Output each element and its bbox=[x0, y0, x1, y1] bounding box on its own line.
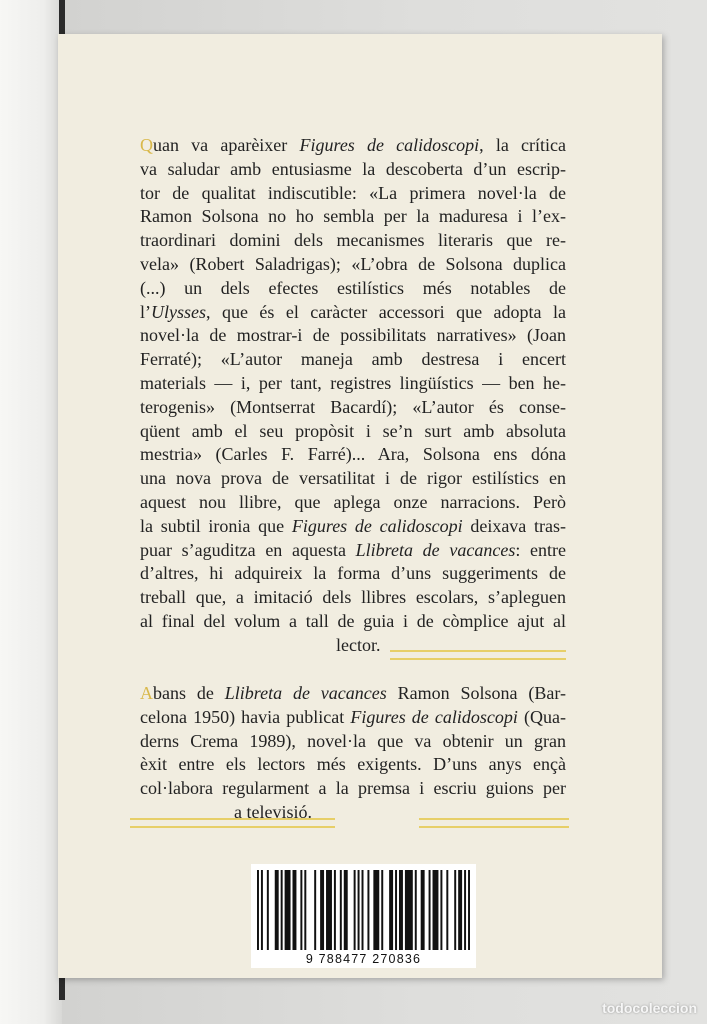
text-line: la subtil ironia que Figures de calidoscopi deixava tras- bbox=[140, 515, 566, 536]
barcode-bar bbox=[421, 870, 425, 950]
text-line: tor de qualitat indiscutible: «La primera novel·la de bbox=[140, 182, 566, 203]
barcode-bars bbox=[257, 870, 470, 950]
text-line: l’Ulysses, que és el caràcter accessori que adopta la bbox=[140, 301, 566, 322]
barcode-bar bbox=[458, 870, 462, 950]
barcode-bar bbox=[334, 870, 336, 950]
barcode-bar bbox=[405, 870, 413, 950]
barcode-bar bbox=[326, 870, 332, 950]
barcode-bar bbox=[340, 870, 342, 950]
text-line: derns Crema 1989), novel·la que va obtenir un gran bbox=[140, 730, 566, 751]
barcode-bar bbox=[446, 870, 448, 950]
isbn-barcode bbox=[251, 864, 476, 968]
barcode-bar bbox=[429, 870, 431, 950]
barcode-bar bbox=[344, 870, 348, 950]
blurb-paragraph-reviews bbox=[140, 134, 566, 658]
text-line: col·labora regularment a la premsa i escriu guions per bbox=[140, 778, 566, 799]
text-line: vela» (Robert Saladrigas); «L’obra de Solsona duplica bbox=[140, 253, 566, 274]
text-line: traordinari domini dels mecanismes literaris que re- bbox=[140, 230, 566, 251]
barcode-bar bbox=[373, 870, 379, 950]
text-line: celona 1950) havia publicat Figures de calidoscopi (Qua- bbox=[140, 706, 566, 727]
text-line: terogenis» (Montserrat Bacardí); «L’autor és conse- bbox=[140, 396, 566, 417]
barcode-bar bbox=[468, 870, 470, 950]
barcode-bar bbox=[293, 870, 297, 950]
text-line: qüent amb el seu propòsit i se’n surt amb absoluta bbox=[140, 420, 566, 441]
text-line: Ramon Solsona no ho sembla per la maduresa i l’ex- bbox=[140, 206, 566, 227]
text-line: (...) un dels efectes estilístics més notables de bbox=[140, 277, 566, 298]
text-line: va saludar amb entusiasme la descoberta d’un escrip- bbox=[140, 158, 566, 179]
text-line: mestria» (Carles F. Farré)... Ara, Solsona ens dóna bbox=[140, 444, 566, 465]
barcode-bar bbox=[381, 870, 383, 950]
barcode-bar bbox=[433, 870, 439, 950]
barcode-bar bbox=[464, 870, 466, 950]
barcode-bar bbox=[454, 870, 456, 950]
barcode-bar bbox=[261, 870, 263, 950]
isbn-digits: 9 788477 270836 bbox=[305, 952, 422, 966]
text-line: aquest nou llibre, que aplega onze narracions. Però bbox=[140, 491, 566, 512]
barcode-bar bbox=[285, 870, 291, 950]
text-line: al final del volum a tall de guia i de còmplice ajut al bbox=[140, 610, 566, 631]
drop-cap: A bbox=[140, 683, 153, 703]
text-line: puar s’aguditza en aquesta Llibreta de vacances: entre bbox=[140, 539, 566, 560]
text-line: una nova prova de versatilitat i de rigor estilístics en bbox=[140, 468, 566, 489]
barcode-bar bbox=[440, 870, 442, 950]
barcode-bar bbox=[257, 870, 259, 950]
barcode-bar bbox=[304, 870, 306, 950]
decorative-rule-end-paragraph1 bbox=[390, 650, 566, 660]
barcode-bar bbox=[415, 870, 417, 950]
barcode-bar bbox=[395, 870, 397, 950]
barcode-bar bbox=[275, 870, 279, 950]
barcode-bar bbox=[354, 870, 356, 950]
text-line-last: lector. bbox=[336, 634, 381, 655]
barcode-bar bbox=[300, 870, 302, 950]
barcode-bar bbox=[389, 870, 393, 950]
barcode-bar bbox=[358, 870, 360, 950]
barcode-bar bbox=[399, 870, 403, 950]
text-line: Abans de Llibreta de vacances Ramon Solsona (Bar- bbox=[140, 683, 567, 703]
decorative-rule-right bbox=[419, 818, 569, 828]
blurb-paragraph-author-bio bbox=[140, 682, 566, 825]
barcode-bar bbox=[362, 870, 364, 950]
text-line: novel·la de mostrar-i de possibilitats narratives» (Joan bbox=[140, 325, 566, 346]
text-line: materials — i, per tant, registres lingüístics — ben he- bbox=[140, 372, 566, 393]
barcode-bar bbox=[314, 870, 316, 950]
drop-cap: Q bbox=[140, 135, 153, 155]
barcode-bar bbox=[267, 870, 269, 950]
barcode-bar bbox=[320, 870, 324, 950]
barcode-bar bbox=[281, 870, 283, 950]
text-line: treball que, a imitació dels llibres escolars, s’apleguen bbox=[140, 587, 566, 608]
watermark-logo: todocoleccion bbox=[602, 1000, 697, 1016]
text-line: èxit entre els lectors més exigents. D’uns anys ençà bbox=[140, 754, 566, 775]
barcode-bar bbox=[367, 870, 369, 950]
text-line: d’altres, hi adquireix la forma d’uns suggeriments de bbox=[140, 563, 566, 584]
decorative-rule-left bbox=[130, 818, 335, 828]
text-line-last: a televisió. bbox=[234, 801, 312, 822]
text-line: Quan va aparèixer Figures de calidoscopi, la crítica bbox=[140, 135, 566, 155]
text-line: Ferraté); «L’autor maneja amb destresa i encert bbox=[140, 349, 566, 370]
adjacent-book-edge bbox=[0, 0, 62, 1024]
